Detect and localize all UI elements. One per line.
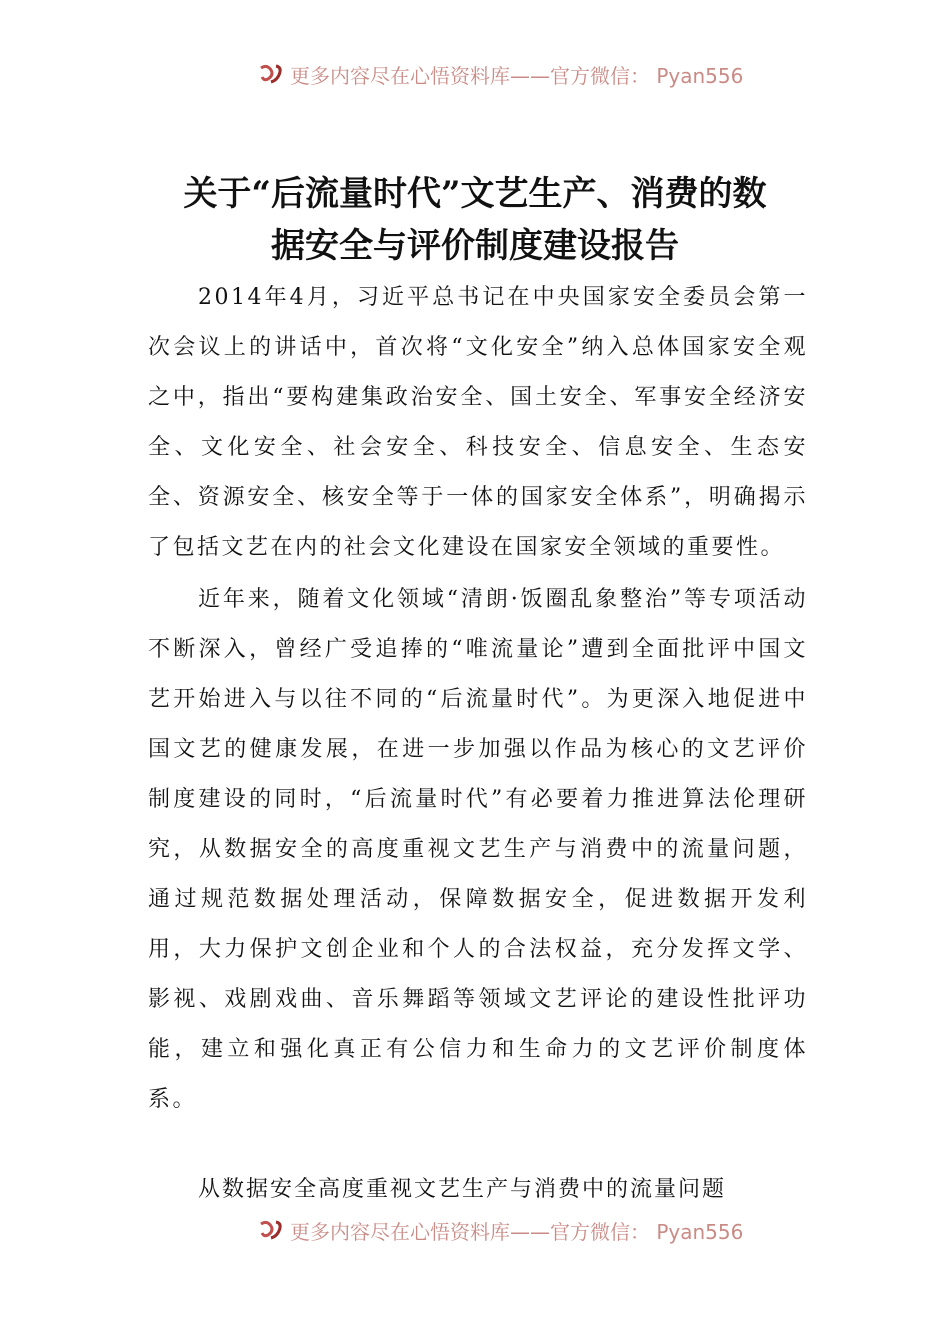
watermark-header (258, 60, 743, 88)
document-body (148, 273, 808, 1125)
paragraph: 2014年4月，习近平总书记在中央国家安全委员会第一次会议上的讲话中，首次将“文化安全”纳入总体国家安全观之中，指出“要构建集政治安全、国土安全、军事安全经济安全、文化安全、社会安全、科技安全、信息安全、生态安全、资源安全、核安全等于一体的国家安全体系”，明确揭示了包括文艺在内的社会文化建设在国家安全领域的重要性。 (148, 285, 808, 560)
watermark-text: 更多内容尽在心悟资料库——官方微信： Pyan556 (290, 1220, 744, 1244)
title-line-1: 关于“后流量时代”文艺生产、消费的数 (183, 174, 767, 214)
watermark-logo-icon (258, 1218, 284, 1242)
watermark-logo-icon (258, 62, 284, 86)
paragraph: 近年来，随着文化领域“清朗·饭圈乱象整治”等专项活动不断深入，曾经广受追捧的“唯流量论”遭到全面批评中国文艺开始进入与以往不同的“后流量时代”。为更深入地促进中国文艺的健康发展，在进一步加强以作品为核心的文艺评价制度建设的同时，“后流量时代”有必要着力推进算法伦理研究，从数据安全的高度重视文艺生产与消费中的流量问题，通过规范数据处理活动，保障数据安全，促进数据开发利用，大力保护文创企业和个人的合法权益，充分发挥文学、影视、戏剧戏曲、音乐舞蹈等领域文艺评论的建设性批评功能，建立和强化真正有公信力和生命力的文艺评价制度体系。 (148, 587, 808, 1112)
section-heading: 从数据安全高度重视文艺生产与消费中的流量问题 (198, 1177, 727, 1202)
watermark-text: 更多内容尽在心悟资料库——官方微信： Pyan556 (290, 64, 744, 88)
title-line-2: 据安全与评价制度建设报告 (271, 226, 679, 266)
document-title (140, 168, 810, 272)
watermark-footer (258, 1216, 743, 1244)
